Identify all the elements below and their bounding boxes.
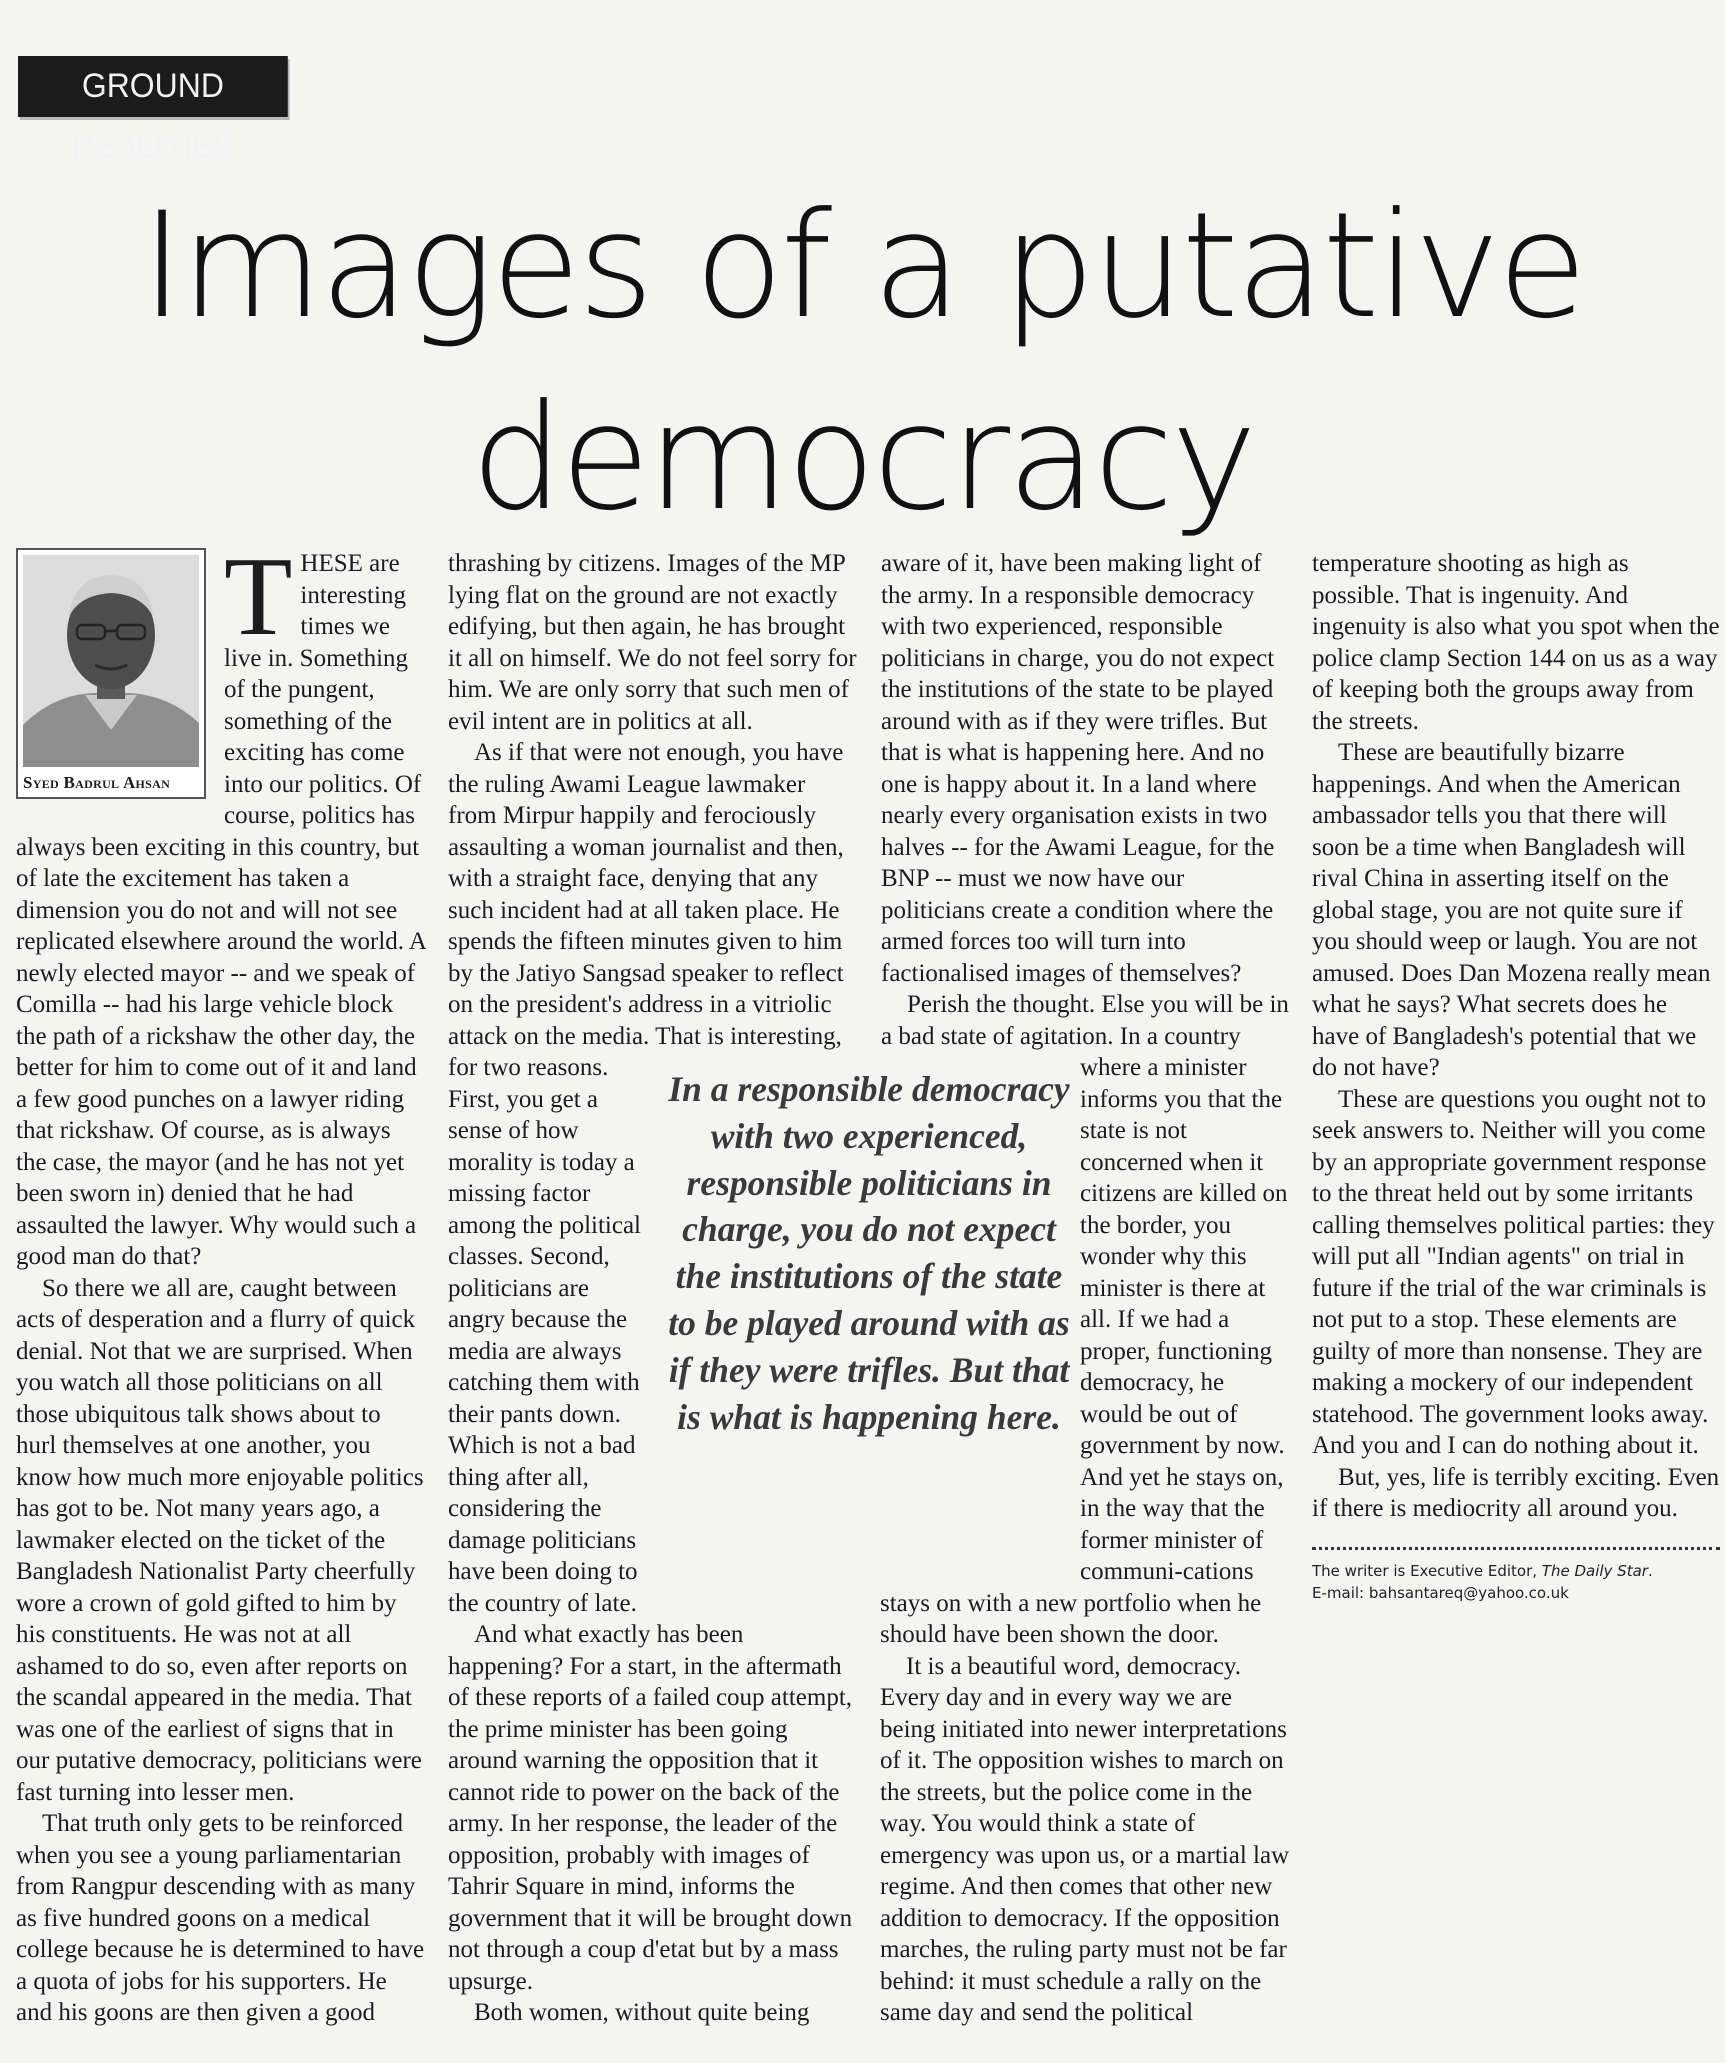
drop-cap: T xyxy=(224,548,293,659)
headline-line-1: Images of a putative xyxy=(140,181,1585,351)
paragraph-3a: That truth only gets to be reinforced when you see a young parliamentarian from Rangpur descending with as many as five hundred goons on a medical college because he is determined to have a quota of jobs for his supporters. He and his goons are then given a good xyxy=(16,1810,425,2026)
footnote-publication: The Daily Star xyxy=(1541,1561,1648,1580)
paragraph-11: But, yes, life is terribly exciting. Even if there is mediocrity all around you. xyxy=(1312,1463,1720,1522)
paragraph-6: aware of it, have been making light of the army. In a responsible democracy with two experienced, responsible politicians in charge, you do not expect the institutions of the state to be played around with as if they were trifles. But that is what is happening here. And no one is happy about it. In a land where nearly every organisation exists in two halves -- for the Awami League, for the BNP -- must we now have our politicians create a condition where the armed forces too will turn into factionalised images of themselves? xyxy=(881,550,1275,987)
portrait-image xyxy=(23,555,199,767)
pull-quote: In a responsible democracy with two experienced, responsible politicians in charge, you do not expect the institutions of the state to be played around with as if they were trifles. But that is what is happening here. xyxy=(668,1069,1070,1437)
paragraph-2: So there we all are, caught between acts of desperation and a flurry of quick denial. Not that we are surprised. When you watch all those politicians on all those ubiquitous talk shows about to hurl themselves at one another, you know how much more enjoyable politics has got to be. Not many years ago, a lawmaker elected on the ticket of the Bangladesh Nationalist Party cheerfully wore a crown of gold gifted to him by his constituents. He was not at all ashamed to do so, even after reports on the scandal appeared in the media. That was one of the earliest of signs that in our putative democracy, politicians were fast turning into lesser men. xyxy=(16,1274,424,1806)
author-photo-box xyxy=(16,548,206,799)
paragraph-4: As if that were not enough, you have the ruling Awami League lawmaker from Mirpur happily and ferociously assaulting a woman journalist and then, with a straight face, denying that any such incident had at all taken place. He spends the fifteen minutes given to him by the Jatiyo Sangsad speaker to reflect on the president's address in a vitriolic attack on the media. That is interesting, for two reasons. First, you get a sense of how morality is today a missing factor among the political classes. Second, politicians are angry because the media are always catching them with their pants down. Which is not a bad thing after all, considering the damage politicians have been doing to the country of late. xyxy=(448,739,844,1617)
paragraph-10: These are questions you ought not to seek answers to. Neither will you come by an appropriate government response to the threat held out by some irritants calling themselves political parties: they will put all "Indian agents" on trial in future if the trial of the war criminals is not put to a stop. These elements are guilty of more than nonsense. They are making a mockery of our independent statehood. The government looks away. And you and I can do nothing about it. xyxy=(1312,1085,1715,1459)
footnote-line-1 xyxy=(1312,1560,1720,1582)
paragraph-9: These are beautifully bizarre happenings. And when the American ambassador tells you that there will soon be a time when Bangladesh will rival China in asserting itself on the global stage, you are not quite sure if you should weep or laugh. You are not amused. Does Dan Mozena really mean what he says? What secrets does he have of Bangladesh's potential that we do not have? xyxy=(1312,739,1711,1081)
article-column-1 xyxy=(16,548,426,2057)
column-4-body xyxy=(1312,548,1720,1525)
paragraph-8: It is a beautiful word, democracy. Every day and in every way we are being initiated into newer interpretations of it. The opposition wishes to march on the streets, but the police come in the way. You would think a state of emergency was upon us, or a martial law regime. And then comes that other new addition to democracy. If the opposition marches, the ruling party must not be far behind: it must schedule a rally on the same day and send the political xyxy=(880,1652,1290,2026)
paragraph-7: Perish the thought. Else you will be in a bad state of agitation. In a country where a minister informs you that the state is not concerned when it citizens are killed on the border, you wonder why this minister is there at all. If we had a proper, functioning democracy, he would be out of government by now. And yet he stays on, in the way that the former minister of communi-cations stays on with a new portfolio when he should have been shown the door. xyxy=(880,991,1289,1648)
footnote-prefix: The writer is Executive Editor, xyxy=(1312,1561,1542,1580)
footnote-block xyxy=(1312,1547,1720,1604)
footnote-email: E-mail: bahsantareq@yahoo.co.uk xyxy=(1312,1583,1569,1602)
headline xyxy=(0,170,1725,554)
author-photo xyxy=(23,555,199,767)
paragraph-1: HESE are interesting times we live in. Something of the pungent, something of the exciting has come into our politics. Of course, politics has always been exciting in this country, but of late the excitement has taken a dimension you do not and will not see replicated elsewhere around the world. A newly elected mayor -- and we speak of Comilla -- had his large vehicle block the path of a rickshaw the other day, the better for him to come out of it and land a few good punches on a lawyer riding that rickshaw. Of course, as is always the case, the mayor (and he has not yet been sworn in) denied that he had assaulted the lawyer. Why would such a good man do that? xyxy=(16,550,426,1270)
footnote-suffix: . xyxy=(1647,1561,1653,1580)
paragraph-6: Both women, without quite being xyxy=(474,1999,810,2026)
pull-quote-spacer-top xyxy=(857,548,858,1066)
paragraph-8: temperature shooting as high as possible. That is ingenuity. And ingenuity is also what you spot when the police clamp Section 144 on us as a way of keeping both the groups away from the streets. xyxy=(1312,550,1720,735)
paragraph-5: And what exactly has been happening? For a start, in the aftermath of these reports of a failed coup attempt, the prime minister has been going around warning the opposition that it cannot ride to power on the back of the army. In her response, the leader of the opposition, probably with images of Tahrir Square in mind, informs the government that it will be brought down not through a coup d'etat but by a mass upsurge. xyxy=(448,1621,853,1995)
article-column-4 xyxy=(1312,548,1720,2057)
paragraph-3b: thrashing by citizens. Images of the MP lying flat on the ground are not exactly edifying, but then again, he has brought it all on himself. We do not feel sorry for him. We are only sorry that such men of evil intent are in politics at all. xyxy=(448,550,857,735)
section-label: GROUND REALITIES xyxy=(18,56,288,117)
footnote-divider xyxy=(1312,1547,1720,1550)
headline-line-2: democracy xyxy=(470,373,1255,543)
author-byline: Syed Badrul Ahsan xyxy=(23,773,171,792)
